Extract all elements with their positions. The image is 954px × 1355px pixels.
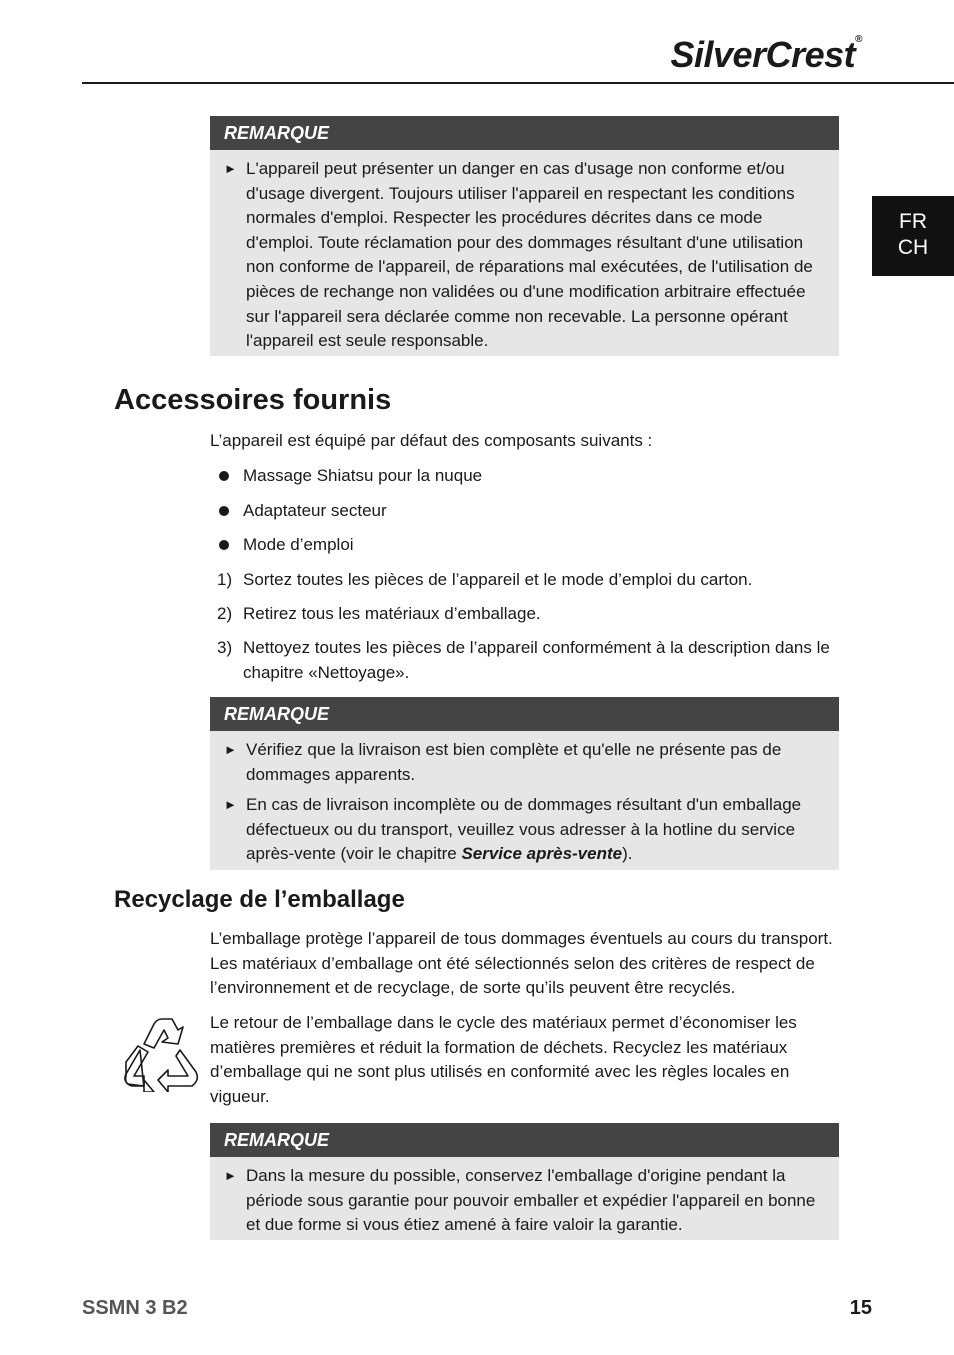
note-box-safety (210, 116, 839, 356)
page-number: 15 (849, 1297, 872, 1319)
note-header: REMARQUE (210, 1123, 839, 1157)
bullet-dot-icon (219, 506, 229, 516)
step-text: Nettoyez toutes les pièces de l’appareil conformément à la description dans le chapitre «Nettoyage». (243, 638, 830, 682)
language-tab-line-1: FR (899, 210, 927, 233)
brand-registered-mark: ® (855, 34, 862, 45)
arrow-bullet-icon: ► (224, 742, 237, 757)
note-header: REMARQUE (210, 116, 839, 150)
language-tab (872, 196, 954, 276)
step-text: Retirez tous les matériaux d’emballage. (243, 604, 541, 624)
step-item (210, 602, 840, 627)
step-number: 3) (217, 638, 233, 658)
unpacking-steps (210, 568, 840, 695)
list-item-text: Adaptateur secteur (243, 500, 387, 520)
note-item-text: L'appareil peut présenter un danger en cas d'usage non conforme et/ou d'usage divergent. Toujours utiliser l'appareil en respectant les conditions normales d'emploi. Respecter les procédures décrites dans ce mode d'emploi. Toute réclamation pour des dommages résultant d'une utilisation non conforme de l'appareil, de réparations mal exécutées, de l'utilisation de pièces de rechange non validées ou d'une modification arbitraire effectuée sur l'appareil sera déclarée comme non recevable. La personne opérant l'appareil est seule responsable. (246, 159, 813, 351)
list-item-text: Massage Shiatsu pour la nuque (243, 466, 483, 485)
list-item (210, 496, 840, 531)
note-header: REMARQUE (210, 697, 839, 731)
note-item (224, 157, 825, 354)
recycling-paragraph-2: Le retour de l’emballage dans le cycle des matériaux permet d’économiser les matières premières et réduit la formation de déchets. Recyclez les matériaux d’emballage qui ne sont plus utilisés en conformité avec les règles locales en vigueur. (210, 1013, 797, 1106)
note-item-text: Vérifiez que la livraison est bien complète et qu'elle ne présente pas de dommages apparents. (246, 740, 782, 784)
note-item (224, 738, 825, 787)
bullet-dot-icon (219, 471, 229, 481)
step-number: 1) (217, 570, 233, 589)
bullet-dot-icon (219, 540, 229, 550)
note-box-packaging (210, 1123, 839, 1240)
recycle-icon (120, 1014, 202, 1092)
section-title-recycling: Recyclage de l’emballage (114, 886, 405, 913)
list-item (210, 530, 840, 565)
arrow-bullet-icon: ► (224, 797, 237, 813)
accessories-intro: L’appareil est équipé par défaut des composants suivants : (210, 431, 653, 450)
step-item (210, 568, 840, 593)
step-item (210, 636, 840, 685)
step-number: 2) (217, 604, 233, 624)
recycling-paragraph-1: L’emballage protège l’appareil de tous dommages éventuels au cours du transport. Les matériaux d’emballage ont été sélectionnés selon des critères de respect de l’environnement et de recyclage, de sorte qu’ils peuvent être recyclés. (210, 929, 833, 998)
header-divider (82, 82, 954, 84)
note-item-text: Dans la mesure du possible, conservez l'emballage d'origine pendant la période sous garantie pour pouvoir emballer et expédier l'appareil en bonne et due forme si vous étiez amené à faire valoir la garantie. (246, 1166, 816, 1235)
step-text: Sortez toutes les pièces de l’appareil et le mode d’emploi du carton. (243, 570, 753, 589)
arrow-bullet-icon: ► (224, 1168, 237, 1183)
accessories-list (210, 461, 840, 565)
note-item (224, 793, 825, 867)
language-tab-line-2: CH (897, 236, 929, 259)
chapter-reference: Service après-vente (461, 844, 623, 864)
brand-logo (671, 34, 862, 76)
note-item-text-after: ). (622, 844, 633, 864)
note-item-text-before: En cas de livraison incomplète ou de dommages résultant d'un emballage défectueux ou du transport, veuillez vous adresser à la hotline du service après-vente (voir le chapitre (246, 795, 802, 864)
brand-name: SilverCrest (670, 34, 856, 75)
list-item-text: Mode d’emploi (243, 535, 354, 554)
note-item (224, 1164, 825, 1238)
note-box-delivery (210, 697, 839, 870)
section-title-accessories: Accessoires fournis (114, 384, 392, 416)
arrow-bullet-icon: ► (224, 161, 237, 176)
list-item (210, 461, 840, 496)
footer-model-number: SSMN 3 B2 (82, 1297, 188, 1319)
